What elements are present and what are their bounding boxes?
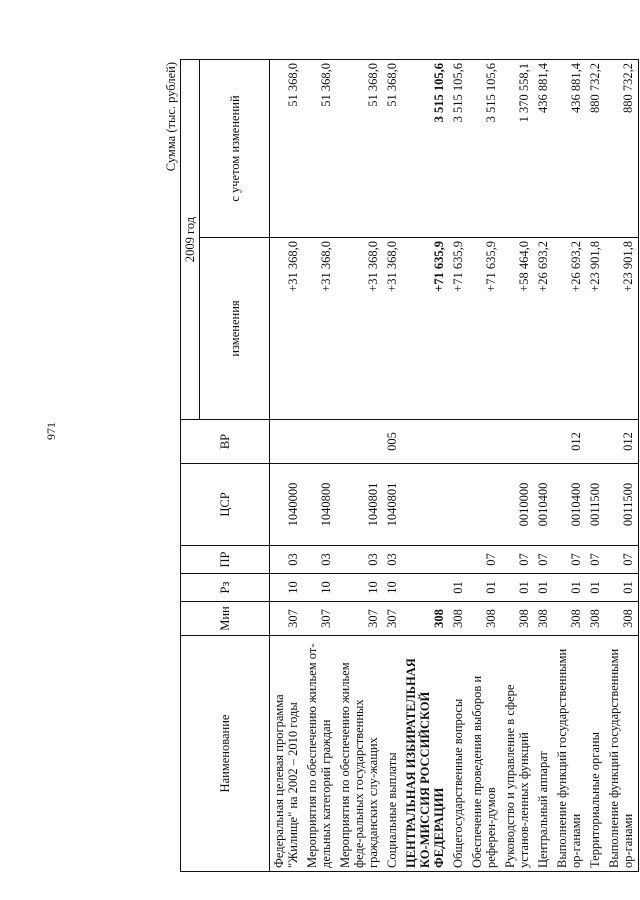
cell-total: 1 370 558,1 — [501, 59, 534, 237]
cell-total: 436 881,4 — [553, 59, 586, 237]
cell-name: Выполнение функций государственными ор-ганами — [605, 636, 639, 872]
cell-name: Обеспечение проведения выборов и референ-думов — [468, 636, 501, 872]
table-row — [534, 59, 553, 871]
cell-vr — [270, 420, 304, 464]
cell-vr — [402, 420, 449, 464]
cell-min: 308 — [605, 602, 639, 636]
cell-csr — [468, 464, 501, 546]
cell-pr: 03 — [383, 546, 402, 574]
table-row — [336, 59, 383, 871]
cell-vr — [468, 420, 501, 464]
header-year: 2009 год — [181, 59, 200, 419]
cell-rz — [402, 574, 449, 602]
cell-pr: 07 — [605, 546, 639, 574]
cell-pr: 07 — [468, 546, 501, 574]
cell-change: +31 368,0 — [270, 238, 304, 420]
table-row — [402, 59, 449, 871]
cell-vr — [586, 420, 605, 464]
header-min: Мин — [181, 602, 270, 636]
header-rz: Рз — [181, 574, 270, 602]
cell-min: 308 — [534, 602, 553, 636]
header-name: Наименование — [181, 636, 270, 872]
cell-rz: 01 — [586, 574, 605, 602]
cell-total: 3 515 105,6 — [402, 59, 449, 237]
cell-total: 51 368,0 — [303, 59, 336, 237]
cell-name: ЦЕНТРАЛЬНАЯ ИЗБИРАТЕЛЬНАЯ КО-МИССИЯ РОССИЙСКОЙ ФЕДЕРАЦИИ — [402, 636, 449, 872]
cell-csr: 1040000 — [270, 464, 304, 546]
unit-note: Сумма (тыс. рублей) — [164, 62, 178, 172]
cell-csr: 1040800 — [303, 464, 336, 546]
cell-name: Руководство и управление в сфере установ-ленных функций — [501, 636, 534, 872]
cell-total: 51 368,0 — [336, 59, 383, 237]
cell-total: 436 881,4 — [534, 59, 553, 237]
cell-csr: 0010000 — [501, 464, 534, 546]
table-row — [605, 59, 639, 871]
cell-name: Социальные выплаты — [383, 636, 402, 872]
cell-vr — [336, 420, 383, 464]
cell-rz: 01 — [605, 574, 639, 602]
cell-pr: 07 — [553, 546, 586, 574]
cell-total: 3 515 105,6 — [449, 59, 468, 237]
cell-vr — [534, 420, 553, 464]
header-vr: ВР — [181, 420, 270, 464]
cell-csr: 0010400 — [534, 464, 553, 546]
table-row — [468, 59, 501, 871]
cell-vr — [501, 420, 534, 464]
cell-rz: 10 — [270, 574, 304, 602]
cell-pr: 07 — [586, 546, 605, 574]
cell-rz: 10 — [303, 574, 336, 602]
cell-csr: 0010400 — [553, 464, 586, 546]
cell-min: 308 — [586, 602, 605, 636]
header-pr: ПР — [181, 546, 270, 574]
cell-total: 51 368,0 — [383, 59, 402, 237]
cell-name: Центральный аппарат — [534, 636, 553, 872]
cell-name: Федеральная целевая программа "Жилище" на 2002 – 2010 годы — [270, 636, 304, 872]
cell-rz: 01 — [501, 574, 534, 602]
cell-name: Выполнение функций государственными ор-ганами — [553, 636, 586, 872]
cell-min: 308 — [553, 602, 586, 636]
cell-min: 307 — [303, 602, 336, 636]
cell-name: Территориальные органы — [586, 636, 605, 872]
cell-total: 880 732,2 — [605, 59, 639, 237]
cell-change: +71 635,9 — [468, 238, 501, 420]
cell-min: 308 — [449, 602, 468, 636]
budget-table-page — [164, 60, 634, 872]
cell-min: 308 — [402, 602, 449, 636]
cell-min: 307 — [383, 602, 402, 636]
cell-rz: 10 — [383, 574, 402, 602]
cell-pr: 07 — [534, 546, 553, 574]
cell-min: 307 — [336, 602, 383, 636]
cell-csr: 1040801 — [383, 464, 402, 546]
budget-table — [180, 59, 639, 872]
cell-rz: 01 — [534, 574, 553, 602]
cell-csr: 0011500 — [605, 464, 639, 546]
table-row — [303, 59, 336, 871]
cell-csr — [449, 464, 468, 546]
cell-pr: 03 — [303, 546, 336, 574]
cell-change: +31 368,0 — [383, 238, 402, 420]
cell-change: +26 693,2 — [553, 238, 586, 420]
cell-rz: 01 — [449, 574, 468, 602]
cell-rz: 01 — [468, 574, 501, 602]
cell-name: Мероприятия по обеспечению жильем от-дельных категорий граждан — [303, 636, 336, 872]
cell-name: Общегосударственные вопросы — [449, 636, 468, 872]
table-row — [586, 59, 605, 871]
cell-change: +71 635,9 — [402, 238, 449, 420]
cell-min: 308 — [501, 602, 534, 636]
cell-total: 3 515 105,6 — [468, 59, 501, 237]
header-csr: ЦСР — [181, 464, 270, 546]
cell-csr: 1040801 — [336, 464, 383, 546]
table-row — [449, 59, 468, 871]
header-changes: изменения — [200, 238, 270, 420]
table-row — [553, 59, 586, 871]
page-number: 971 — [44, 422, 58, 440]
cell-vr: 012 — [553, 420, 586, 464]
cell-pr — [449, 546, 468, 574]
cell-pr — [402, 546, 449, 574]
cell-total: 51 368,0 — [270, 59, 304, 237]
cell-change: +71 635,9 — [449, 238, 468, 420]
cell-vr — [303, 420, 336, 464]
cell-vr: 012 — [605, 420, 639, 464]
table-row — [383, 59, 402, 871]
cell-csr: 0011500 — [586, 464, 605, 546]
header-with-changes: с учетом изменений — [200, 59, 270, 237]
cell-pr: 03 — [270, 546, 304, 574]
cell-min: 308 — [468, 602, 501, 636]
cell-rz: 01 — [553, 574, 586, 602]
cell-change: +58 464,0 — [501, 238, 534, 420]
cell-pr: 07 — [501, 546, 534, 574]
cell-name: Мероприятия по обеспечению жильем феде-ральных государственных гражданских слу-жащих — [336, 636, 383, 872]
cell-change: +26 693,2 — [534, 238, 553, 420]
cell-change: +31 368,0 — [336, 238, 383, 420]
cell-change: +31 368,0 — [303, 238, 336, 420]
cell-vr: 005 — [383, 420, 402, 464]
table-row — [270, 59, 304, 871]
cell-pr: 03 — [336, 546, 383, 574]
table-body — [270, 59, 639, 871]
cell-min: 307 — [270, 602, 304, 636]
cell-change: +23 901,8 — [586, 238, 605, 420]
cell-rz: 10 — [336, 574, 383, 602]
cell-csr — [402, 464, 449, 546]
cell-vr — [449, 420, 468, 464]
table-row — [501, 59, 534, 871]
cell-total: 880 732,2 — [586, 59, 605, 237]
cell-change: +23 901,8 — [605, 238, 639, 420]
